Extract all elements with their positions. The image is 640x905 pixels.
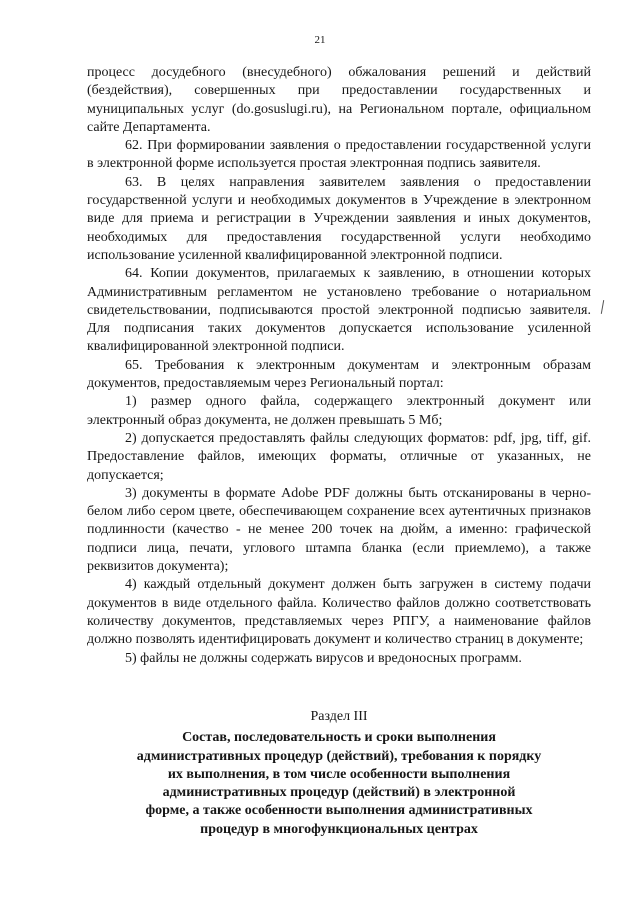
paragraph-65: 65. Требования к электронным документам и электронным образам документов, предоставляемым через Региональный портал: — [87, 357, 591, 392]
section-title — [87, 729, 591, 839]
paragraph-62: 62. При формировании заявления о предоставлении государственной услуги в электронной форме используется простая электронная подпись заявителя. — [87, 138, 591, 172]
paragraph-63: 63. В целях направления заявителем заявления о предоставлении государственной услуги и необходимых документов в Учреждение в электронном виде для приема и регистрации в Учреждении заявления и иных документов, необходимых для предоставления государственной услуги необходимо использование усиленной квалифицированной электронной подписи. — [87, 174, 591, 263]
list-item-4: 4) каждый отдельный документ должен быть загружен в систему подачи документов в виде отдельного файла. Количество файлов должно соответствовать количеству документов, представляемых через РПГУ, а наименование файлов должно позволять идентифицировать документ и количество страниц в документе; — [87, 577, 591, 648]
section-title-line: форме, а также особенности выполнения административных — [145, 803, 533, 819]
section-title-line: административных процедур (действий), требования к порядку — [136, 748, 542, 764]
section-title-line: процедур в многофункциональных центрах — [200, 821, 478, 837]
section-title-line: их выполнения, в том числе особенности выполнения — [167, 766, 511, 782]
list-item-1: 1) размер одного файла, содержащего электронный документ или электронный образ документа, не должен превышать 5 Мб; — [87, 394, 591, 428]
page-number: 21 — [314, 34, 326, 46]
margin-pen-mark — [601, 300, 604, 314]
section-title-line: Состав, последовательность и сроки выполнения — [182, 730, 496, 746]
list-item-3: 3) документы в формате Adobe PDF должны быть отсканированы в черно-белом либо сером цвете, обеспечивающем сохранение всех аутентичных признаков подлинности (качество - не менее 200 точек на дюйм, а именно: графической подписи лица, печати, углового штампа бланка (если приемлемо), а также реквизитов документа); — [87, 485, 591, 575]
section-heading — [87, 708, 591, 839]
paragraph-64: 64. Копии документов, прилагаемых к заявлению, в отношении которых Административным регламентом не установлено требование о нотариальном свидетельствовании, подписываются простой электронной подписью заявителя. Для подписания таких документов допускается использование усиленной квалифицированной электронной подписи. — [87, 266, 591, 355]
list-item-5: 5) файлы не должны содержать вирусов и вредоносных программ. — [125, 650, 522, 666]
section-title-line: административных процедур (действий) в электронной — [162, 785, 516, 801]
paragraph-continuation: процесс досудебного (внесудебного) обжалования решений и действий (бездействия), совершенных при предоставлении государственных и муниципальных услуг (do.gosuslugi.ru), на Региональном портале, официальном сайте Департамента. — [87, 65, 591, 135]
body-text — [87, 64, 591, 668]
list-item-2: 2) допускается предоставлять файлы следующих форматов: pdf, jpg, tiff, gif. Предоставление файлов, имеющих форматы, отличные от указанных, не допускается; — [87, 430, 591, 483]
section-number: Раздел III — [310, 709, 368, 724]
